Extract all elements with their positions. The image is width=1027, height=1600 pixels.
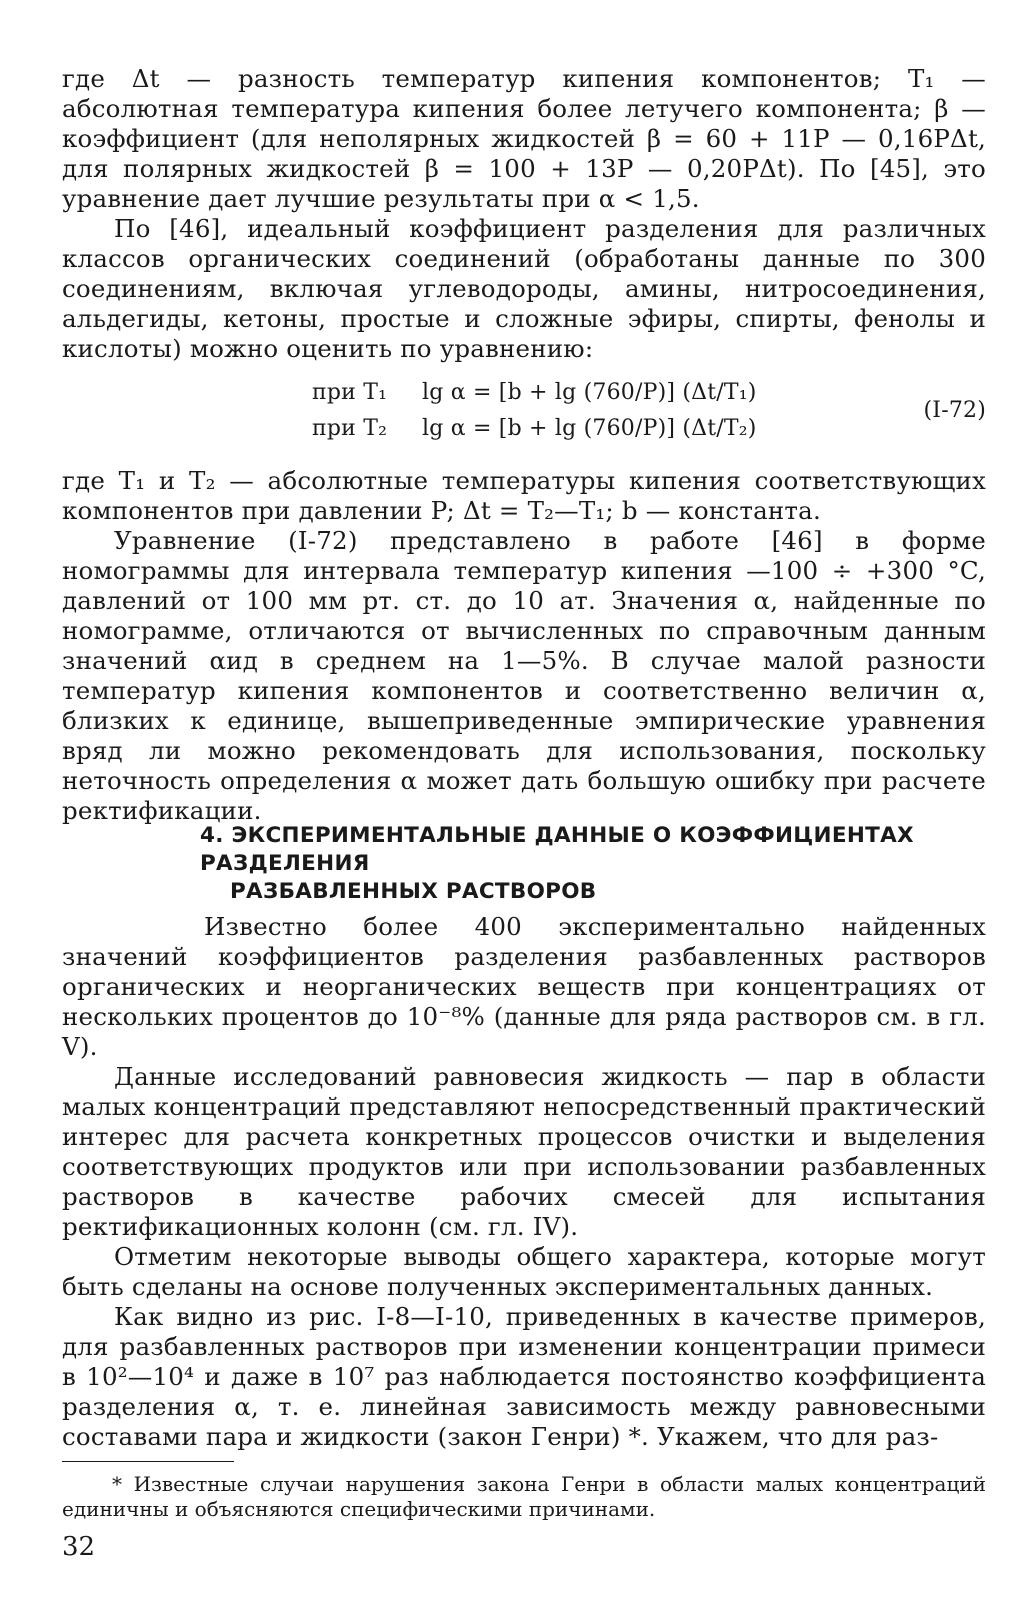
equation-number: (I-72) [923,398,986,423]
equation-condition-2: при T₂ [312,416,388,441]
page-number: 32 [62,1532,96,1562]
equation-line-2 [312,414,757,444]
text-block-bottom [62,912,986,1452]
equation-I-72 [62,372,986,456]
text-block-top [62,64,986,826]
equation-condition-1: при T₁ [312,380,388,405]
equation-expression-2: lg α = [b + lg (760/P)] (Δt/T₂) [422,416,757,441]
equation-expression-1: lg α = [b + lg (760/P)] (Δt/T₁) [422,380,757,405]
section-heading-line-2: РАЗБАВЛЕННЫХ РАСТВОРОВ [230,879,597,904]
paragraph-3: где T₁ и T₂ — абсолютные температуры кипения соответствующих компонентов при давлении P; Δt = T₂—T₁; b — константа. [62,466,986,525]
paragraph-8: Как видно из рис. I-8—I-10, приведенных в качестве примеров, для разбавленных растворов при изменении концентрации примеси в 10²—10⁴ и даже в 10⁷ раз наблюдается постоянство коэффициента разделения α, т. е. линейная зависимость между равновесными составами пара и жидкости (закон Генри) *. Укажем, что для раз- [62,1302,986,1451]
footnote-divider [62,1461,234,1462]
paragraph-5: Известно более 400 экспериментально найденных значений коэффициентов разделения разбавленных растворов органических и неорганических веществ при концентрациях от нескольких процентов до 10⁻⁸% (данные для ряда растворов см. в гл. V). [62,912,986,1061]
footnote-text: * Известные случаи нарушения закона Генри в области малых концентраций единичны и объясняются специфическими причинами. [62,1472,986,1521]
equation-line-1 [312,378,757,408]
paragraph-1: где Δt — разность температур кипения компонентов; T₁ — абсолютная температура кипения более летучего компонента; β — коэффициент (для неполярных жидкостей β = 60 + 11P — 0,16PΔt, для полярных жидкостей β = 100 + 13P — 0,20PΔt). По [45], это уравнение дает лучшие результаты при α < 1,5. [62,64,986,213]
paragraph-4: Уравнение (I-72) представлено в работе [46] в форме номограммы для интервала температур кипения —100 ÷ +300 °C, давлений от 100 мм рт. ст. до 10 ат. Значения α, найденные по номограмме, отличаются от вычисленных по справочным данным значений αид в среднем на 1—5%. В случае малой разности температур кипения компонентов и соответственно величин α, близких к единице, вышеприведенные эмпирические уравнения вряд ли можно рекомендовать для использования, поскольку неточность определения α может дать большую ошибку при расчете ректификации. [62,526,986,825]
paragraph-7: Отметим некоторые выводы общего характера, которые могут быть сделаны на основе полученных экспериментальных данных. [62,1242,986,1301]
section-heading [200,822,990,906]
section-heading-line-1: 4. ЭКСПЕРИМЕНТАЛЬНЫЕ ДАННЫЕ О КОЭФФИЦИЕНТАХ РАЗДЕЛЕНИЯ [200,823,914,876]
footnote [62,1472,986,1522]
paragraph-6: Данные исследований равновесия жидкость — пар в области малых концентраций представляют непосредственный практический интерес для расчета конкретных процессов очистки и выделения соответствующих продуктов или при использовании разбавленных растворов в качестве рабочих смесей для испытания ректификационных колонн (см. гл. IV). [62,1062,986,1241]
paragraph-2: По [46], идеальный коэффициент разделения для различных классов органических соединений (обработаны данные по 300 соединениям, включая углеводороды, амины, нитросоединения, альдегиды, кетоны, простые и сложные эфиры, спирты, фенолы и кислоты) можно оценить по уравнению: [62,214,986,363]
